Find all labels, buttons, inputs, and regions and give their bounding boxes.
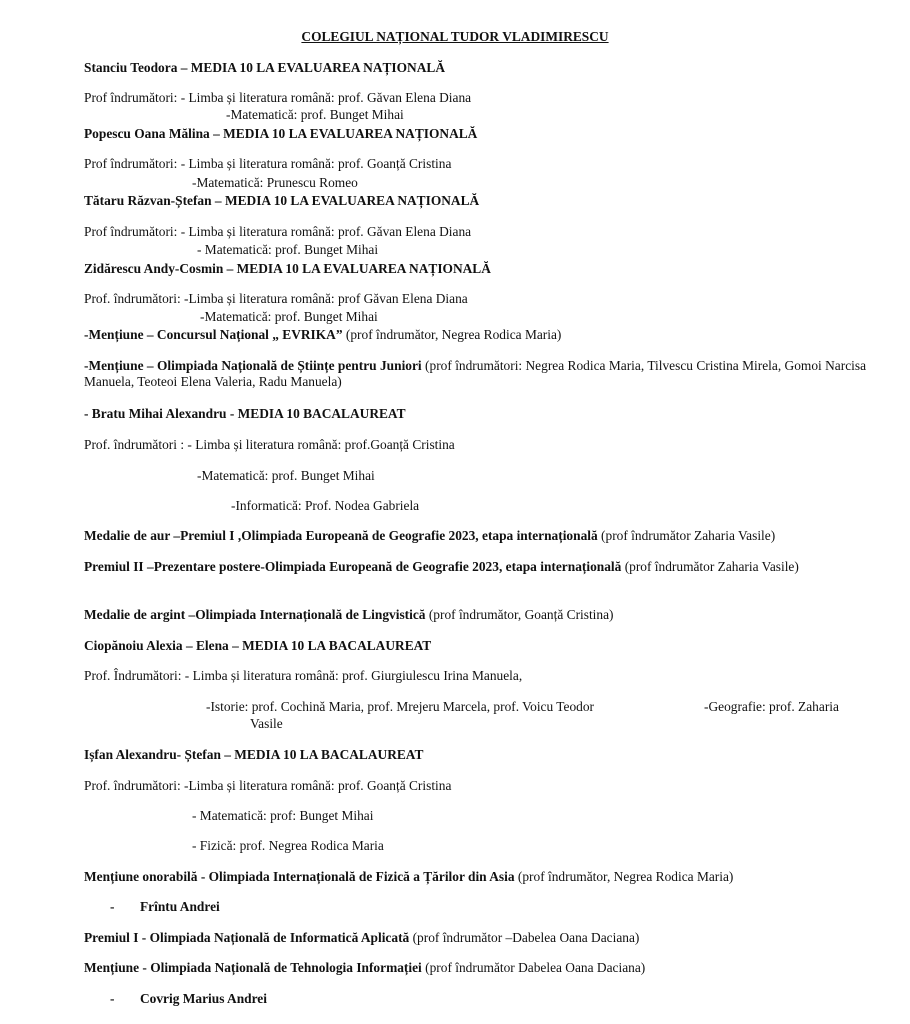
- student-name: Covrig Marius Andrei: [140, 991, 267, 1006]
- award-contest: Olimpiada Internațională de Lingvistică: [195, 607, 426, 622]
- list-dash: -: [110, 899, 115, 914]
- award-label: Mențiune: [84, 960, 140, 975]
- award-teachers: (prof îndrumător Zaharia Vasile): [624, 559, 799, 574]
- student-name: Ișfan Alexandru- Ștefan: [84, 747, 221, 762]
- award-label: Premiul I: [84, 930, 139, 945]
- award-contest: Premiul I ,Olimpiada Europeană de Geografie 2023, etapa internațională: [180, 528, 598, 543]
- teachers-line: -Istorie: prof. Cochină Maria, prof. Mrejeru Marcela, prof. Voicu Teodor: [206, 699, 595, 714]
- teachers-line: -Geografie: prof. Zaharia: [704, 699, 839, 714]
- award-line: -Mențiune – Concursul Național „ EVRIKA” (prof îndrumător, Negrea Rodica Maria): [84, 327, 562, 342]
- student-heading: Tătaru Răzvan-Ștefan – MEDIA 10 LA EVALUAREA NAȚIONALĂ: [84, 193, 480, 208]
- teachers-line: -Matematică: Prunescu Romeo: [192, 175, 358, 190]
- teachers-line: Vasile: [250, 716, 283, 731]
- award-label: -Mențiune: [84, 358, 144, 373]
- award-line: Premiul II –Prezentare postere-Olimpiada Europeană de Geografie 2023, etapa internațională (prof îndrumător Zaharia Vasile): [84, 559, 799, 574]
- teachers-line: Prof îndrumători: - Limba și literatura română: prof. Găvan Elena Diana: [84, 90, 472, 105]
- student-heading: Popescu Oana Mălina – MEDIA 10 LA EVALUAREA NAȚIONALĂ: [84, 126, 478, 141]
- student-name: Zidărescu Andy-Cosmin: [84, 261, 224, 276]
- teachers-line: Prof. îndrumători: -Limba și literatura română: prof. Goanță Cristina: [84, 778, 452, 793]
- teachers-line: Prof îndrumători: - Limba și literatura română: prof. Găvan Elena Diana: [84, 224, 472, 239]
- page-title: COLEGIUL NAȚIONAL TUDOR VLADIMIRESCU: [301, 29, 609, 44]
- student-heading: - Bratu Mihai Alexandru - MEDIA 10 BACALAUREAT: [84, 406, 406, 421]
- award-contest: Concursul Național „ EVRIKA”: [156, 327, 343, 342]
- award-line: Medalie de aur –Premiul I ,Olimpiada Europeană de Geografie 2023, etapa internațională (prof îndrumător Zaharia Vasile): [84, 528, 776, 543]
- student-heading: Zidărescu Andy-Cosmin – MEDIA 10 LA EVALUAREA NAȚIONALĂ: [84, 261, 491, 276]
- award-label: Mențiune onorabilă: [84, 869, 198, 884]
- list-dash: -: [110, 991, 115, 1006]
- teachers-line: - Fizică: prof. Negrea Rodica Maria: [192, 838, 384, 853]
- student-award: MEDIA 10 LA EVALUAREA NAȚIONALĂ: [223, 126, 478, 141]
- student-award: MEDIA 10 LA EVALUAREA NAȚIONALĂ: [236, 261, 491, 276]
- award-line: -Mențiune – Olimpiada Națională de Științe pentru Juniori (prof îndrumători: Negrea Rodica Maria, Tilvescu Cristina Mirela, Gomoi Narcisa Manuela, Teoteoi Elena Valeria, Radu Manuela): [84, 358, 867, 389]
- student-award: MEDIA 10 LA EVALUAREA NAȚIONALĂ: [224, 193, 480, 208]
- student-award: MEDIA 10 LA EVALUAREA NAȚIONALĂ: [190, 60, 445, 75]
- student-name: Stanciu Teodora: [84, 60, 178, 75]
- student-name: Frîntu Andrei: [140, 899, 220, 914]
- award-line: Mențiune - Olimpiada Națională de Tehnologia Informației (prof îndrumător Dabelea Oana Daciana): [84, 960, 646, 975]
- award-label: Medalie de aur: [84, 528, 171, 543]
- student-award: MEDIA 10 LA BACALAUREAT: [234, 747, 424, 762]
- student-award: MEDIA 10 LA BACALAUREAT: [242, 638, 432, 653]
- student-award: MEDIA 10 BACALAUREAT: [237, 406, 406, 421]
- award-contest: Prezentare postere-Olimpiada Europeană de Geografie 2023, etapa internațională: [153, 559, 622, 574]
- award-teachers: (prof îndrumător, Negrea Rodica Maria): [345, 327, 562, 342]
- student-heading: [110, 899, 220, 915]
- student-name: Tătaru Răzvan-Ștefan: [84, 193, 212, 208]
- award-teachers: (prof îndrumător, Negrea Rodica Maria): [517, 869, 734, 884]
- award-teachers: (prof îndrumător –Dabelea Oana Daciana): [412, 930, 640, 945]
- award-teachers: (prof îndrumător Dabelea Oana Daciana): [425, 960, 646, 975]
- award-contest: Olimpiada Națională de Tehnologia Informației: [150, 960, 422, 975]
- award-label: Medalie de argint: [84, 607, 186, 622]
- teachers-line: Prof. îndrumători : - Limba și literatura română: prof.Goanță Cristina: [84, 437, 455, 452]
- award-teachers: (prof îndrumător Zaharia Vasile): [601, 528, 776, 543]
- award-teachers: (prof îndrumător, Goanță Cristina): [428, 607, 614, 622]
- student-heading: Stanciu Teodora – MEDIA 10 LA EVALUAREA NAȚIONALĂ: [84, 60, 445, 75]
- award-contest: Olimpiada Națională de Informatică Aplicată: [149, 930, 410, 945]
- teachers-line: - Matematică: prof: Bunget Mihai: [192, 808, 374, 823]
- award-teachers: (prof îndrumători: Negrea Rodica Maria, Tilvescu Cristina Mirela, Gomoi Narcisa Manuela, Teoteoi Elena Valeria, Radu Manuela): [84, 358, 867, 389]
- teachers-line: -Matematică: prof. Bunget Mihai: [200, 309, 378, 324]
- student-heading: Ciopănoiu Alexia – Elena – MEDIA 10 LA BACALAUREAT: [84, 638, 432, 653]
- student-name: - Bratu Mihai Alexandru: [84, 406, 227, 421]
- teachers-line: -Matematică: prof. Bunget Mihai: [197, 468, 375, 483]
- award-line: Mențiune onorabilă - Olimpiada Internațională de Fizică a Țărilor din Asia (prof îndrumător, Negrea Rodica Maria): [84, 869, 734, 884]
- award-label: Premiul II: [84, 559, 144, 574]
- award-line: Medalie de argint –Olimpiada Internațională de Lingvistică (prof îndrumător, Goanță Cristina): [84, 607, 614, 622]
- teachers-line: Prof. îndrumători: -Limba și literatura română: prof Găvan Elena Diana: [84, 291, 468, 306]
- teachers-line: Prof îndrumători: - Limba și literatura română: prof. Goanță Cristina: [84, 156, 452, 171]
- student-name: Popescu Oana Mălina: [84, 126, 210, 141]
- teachers-line: Prof. Îndrumători: - Limba și literatura română: prof. Giurgiulescu Irina Manuela,: [84, 668, 523, 683]
- award-contest: Olimpiada Internațională de Fizică a Țărilor din Asia: [208, 869, 515, 884]
- teachers-line: -Informatică: Prof. Nodea Gabriela: [231, 498, 420, 513]
- student-name: Ciopănoiu Alexia – Elena: [84, 638, 229, 653]
- student-heading: Ișfan Alexandru- Ștefan – MEDIA 10 LA BACALAUREAT: [84, 747, 424, 762]
- student-heading: [110, 991, 267, 1007]
- award-line: Premiul I - Olimpiada Națională de Informatică Aplicată (prof îndrumător –Dabelea Oana Daciana): [84, 930, 640, 945]
- teachers-line: -Matematică: prof. Bunget Mihai: [226, 107, 404, 122]
- award-contest: Olimpiada Națională de Științe pentru Juniori: [156, 358, 422, 373]
- award-label: -Mențiune: [84, 327, 144, 342]
- teachers-line: - Matematică: prof. Bunget Mihai: [197, 242, 379, 257]
